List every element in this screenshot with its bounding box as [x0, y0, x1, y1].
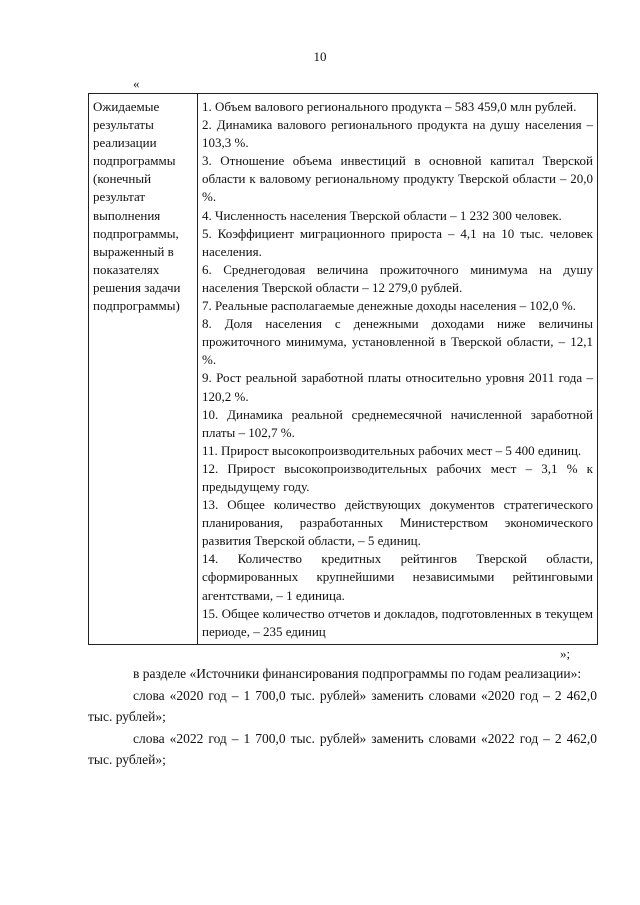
result-item-2: 2. Динамика валового регионального продукта на душу населения – 103,3 %.	[202, 117, 593, 151]
results-list-cell	[198, 94, 598, 645]
result-item-6: 6. Среднегодовая величина прожиточного минимума на душу населения Тверской области – 12 279,0 рублей.	[202, 261, 593, 295]
result-item-13: 13. Общее количество действующих документов стратегического планирования, разработанных Министерством экономического развития Тверской области, – 5 единиц.	[202, 497, 593, 549]
paragraph-replace-2020: слова «2020 год – 1 700,0 тыс. рублей» заменить словами «2020 год – 2 462,0 тыс. рублей»;	[88, 688, 597, 724]
result-item-11: 11. Прирост высокопроизводительных рабочих мест – 5 400 единиц.	[202, 442, 582, 458]
result-item-5: 5. Коэффициент миграционного прироста – 4,1 на 10 тыс. человек населения.	[202, 225, 593, 259]
result-item-15: 15. Общее количество отчетов и докладов, подготовленных в текущем периоде, – 235 единиц	[202, 605, 593, 639]
result-item-3: 3. Отношение объема инвестиций в основной капитал Тверской области к валовому региональному продукту Тверской области – 20,0 %.	[202, 153, 593, 205]
table-row	[89, 94, 598, 645]
result-item-4: 4. Численность населения Тверской области – 1 232 300 человек.	[202, 207, 562, 223]
result-item-14: 14. Количество кредитных рейтингов Тверской области, сформированных крупнейшими независимыми рейтинговыми агентствами, – 1 единица.	[202, 551, 593, 603]
result-item-8: 8. Доля населения с денежными доходами ниже величины прожиточного минимума, установленной в Тверской области, – 12,1 %.	[202, 316, 593, 368]
opening-quote-mark: «	[133, 76, 140, 91]
result-item-1: 1. Объем валового регионального продукта – 583 459,0 млн рублей.	[202, 99, 577, 114]
result-item-7: 7. Реальные располагаемые денежные доходы населения – 102,0 %.	[202, 298, 576, 314]
row-label-cell: Ожидаемые результаты реализации подпрограммы (конечный результат выполнения подпрограммы, выраженный в показателях решения задачи подпрограммы)	[89, 94, 198, 645]
result-item-12: 12. Прирост высокопроизводительных рабочих мест – 3,1 % к предыдущему году.	[202, 460, 593, 494]
paragraph-replace-2022: слова «2022 год – 1 700,0 тыс. рублей» заменить словами «2022 год – 2 462,0 тыс. рублей»;	[88, 731, 597, 767]
result-item-10: 10. Динамика реальной среднемесячной начисленной заработной платы – 102,7 %.	[202, 406, 593, 440]
result-item-9: 9. Рост реальной заработной платы относительно уровня 2011 года – 120,2 %.	[202, 370, 593, 404]
paragraph-section-heading: в разделе «Источники финансирования подпрограммы по годам реализации»:	[133, 666, 582, 681]
closing-quote-mark: »;	[560, 646, 571, 661]
page-number: 10	[313, 49, 327, 64]
expected-results-table	[88, 93, 598, 645]
